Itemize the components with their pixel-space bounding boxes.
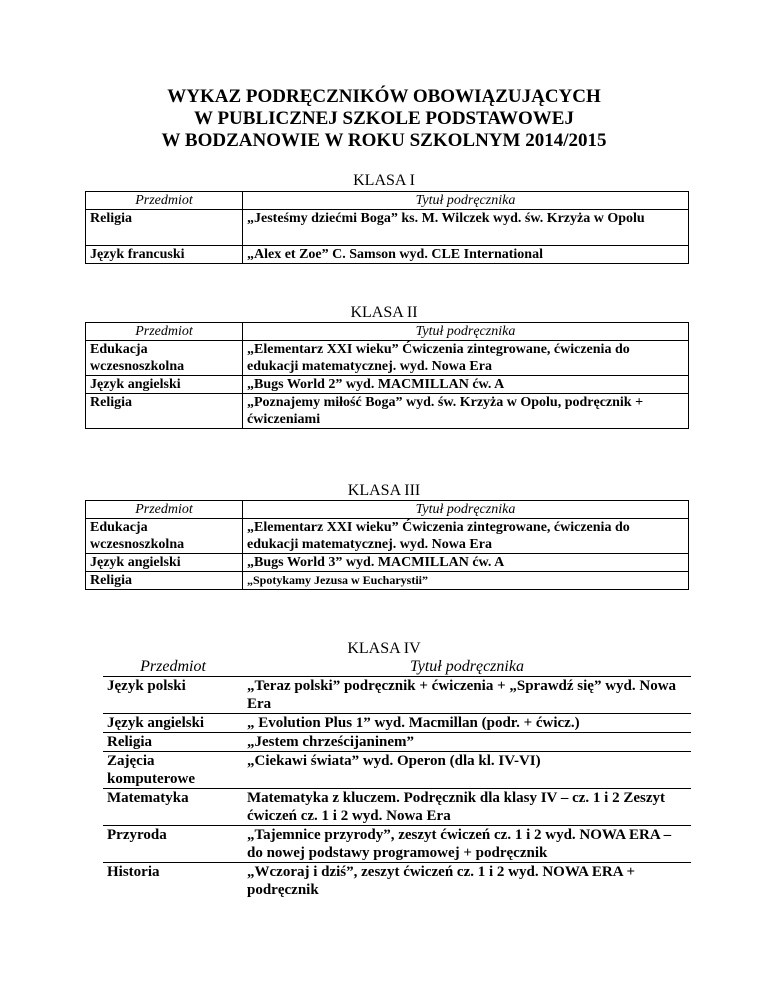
subject-cell: Język angielski <box>86 554 243 572</box>
subject-cell: Religia <box>86 572 243 590</box>
table-header-row <box>86 192 689 210</box>
book-cell: „Teraz polski” podręcznik + ćwiczenia + „Sprawdź się” wyd. Nowa Era <box>243 677 691 714</box>
book-cell: Matematyka z kluczem. Podręcznik dla klasy IV – cz. 1 i 2 Zeszyt ćwiczeń cz. 1 i 2 wyd. Nowa Era <box>243 789 691 826</box>
table-row <box>86 210 689 246</box>
table-header-row <box>86 501 689 519</box>
table-row <box>103 677 691 714</box>
subject-cell: Przyroda <box>103 826 243 863</box>
book-cell: „ Evolution Plus 1” wyd. Macmillan (podr. + ćwicz.) <box>243 714 691 733</box>
subject-cell: Religia <box>103 733 243 752</box>
book-cell: „Poznajemy miłość Boga” wyd. św. Krzyża w Opolu, podręcznik + ćwiczeniami <box>243 394 689 429</box>
table-row <box>86 341 689 376</box>
table-row <box>86 554 689 572</box>
table-row <box>103 789 691 826</box>
title-line-1: WYKAZ PODRĘCZNIKÓW OBOWIĄZUJĄCYCH <box>167 86 601 107</box>
klasa-1-table <box>85 191 689 264</box>
table-row <box>86 376 689 394</box>
book-cell: „Tajemnice przyrody”, zeszyt ćwiczeń cz. 1 i 2 wyd. NOWA ERA – do nowej podstawy programowej + podręcznik <box>243 826 691 863</box>
header-book: Tytuł podręcznika <box>410 658 524 675</box>
header-book: Tytuł podręcznika <box>243 192 689 210</box>
title-line-2: W PUBLICZNEJ SZKOLE PODSTAWOWEJ <box>194 108 574 129</box>
book-cell: „Jestem chrześcijaninem” <box>243 733 691 752</box>
book-cell: „Elementarz XXI wieku” Ćwiczenia zintegrowane, ćwiczenia do edukacji matematycznej. wyd. Nowa Era <box>243 519 689 554</box>
header-subject: Przedmiot <box>86 323 243 341</box>
subject-cell: Edukacja wczesnoszkolna <box>86 519 243 554</box>
header-subject: Przedmiot <box>86 501 243 519</box>
header-book: Tytuł podręcznika <box>243 501 689 519</box>
table-row <box>103 752 691 789</box>
title-line-3: W BODZANOWIE W ROKU SZKOLNYM 2014/2015 <box>161 130 607 151</box>
table-row <box>103 826 691 863</box>
table-header-row <box>86 323 689 341</box>
subject-cell: Język angielski <box>86 376 243 394</box>
book-cell: „Spotykamy Jezusa w Eucharystii” <box>243 572 689 590</box>
klasa-4-heading: KLASA IV <box>347 640 421 657</box>
book-cell: „Elementarz XXI wieku” Ćwiczenia zintegrowane, ćwiczenia do edukacji matematycznej. wyd. Nowa Era <box>243 341 689 376</box>
header-book: Tytuł podręcznika <box>243 323 689 341</box>
book-cell: „Bugs World 3” wyd. MACMILLAN ćw. A <box>243 554 689 572</box>
klasa-3-heading: KLASA III <box>347 482 421 499</box>
subject-cell: Historia <box>103 863 243 900</box>
klasa-2-heading: KLASA II <box>350 304 418 321</box>
header-subject: Przedmiot <box>86 192 243 210</box>
book-cell: „Ciekawi świata” wyd. Operon (dla kl. IV-VI) <box>243 752 691 789</box>
subject-cell: Religia <box>86 394 243 429</box>
table-row <box>86 246 689 264</box>
header-subject: Przedmiot <box>140 658 206 675</box>
book-cell: „Bugs World 2” wyd. MACMILLAN ćw. A <box>243 376 689 394</box>
document-title <box>0 86 768 152</box>
klasa-4-table <box>103 658 691 899</box>
subject-cell: Język angielski <box>103 714 243 733</box>
subject-cell: Język francuski <box>86 246 243 264</box>
subject-cell: Język polski <box>103 677 243 714</box>
subject-cell: Religia <box>86 210 243 246</box>
klasa-3-table <box>85 500 689 590</box>
klasa-2-table <box>85 322 689 429</box>
table-header-row <box>103 658 691 677</box>
klasa-1-heading: KLASA I <box>353 172 415 189</box>
book-cell: „Alex et Zoe” C. Samson wyd. CLE International <box>243 246 689 264</box>
subject-cell: Zajęcia komputerowe <box>103 752 243 789</box>
table-row <box>86 519 689 554</box>
table-row <box>103 733 691 752</box>
subject-cell: Edukacja wczesnoszkolna <box>86 341 243 376</box>
book-cell: „Wczoraj i dziś”, zeszyt ćwiczeń cz. 1 i 2 wyd. NOWA ERA + podręcznik <box>243 863 691 900</box>
book-cell: „Jesteśmy dziećmi Boga” ks. M. Wilczek wyd. św. Krzyża w Opolu <box>243 210 689 246</box>
table-row <box>103 863 691 900</box>
subject-cell: Matematyka <box>103 789 243 826</box>
table-row <box>86 572 689 590</box>
table-row <box>103 714 691 733</box>
table-row <box>86 394 689 429</box>
